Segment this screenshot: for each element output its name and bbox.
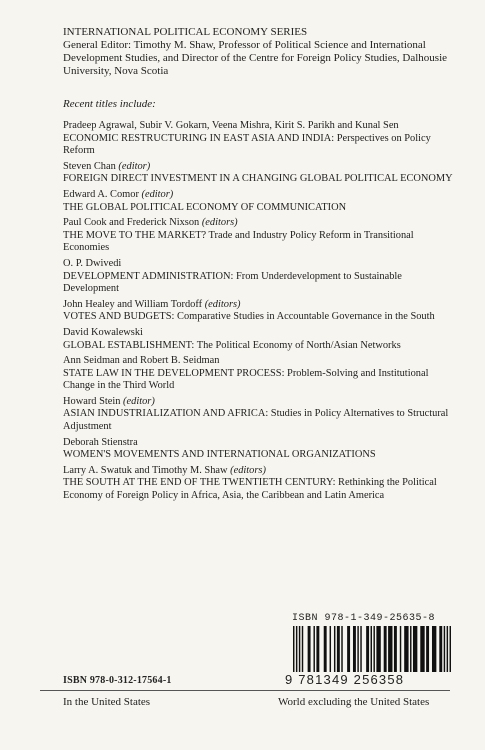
list-item xyxy=(63,299,458,324)
barcode-bar xyxy=(394,626,397,674)
entry-title: THE MOVE TO THE MARKET? Trade and Industry Policy Reform in Transitional Economies xyxy=(63,229,414,254)
titles-list xyxy=(63,120,458,506)
barcode-bar xyxy=(341,626,342,674)
barcode-bar xyxy=(360,626,361,674)
barcode-bar xyxy=(302,626,303,674)
entry-title: THE GLOBAL POLITICAL ECONOMY OF COMMUNICATION xyxy=(63,201,347,213)
entry-authors: John Healey and William Tordoff (editors) xyxy=(63,298,241,310)
barcode-bar xyxy=(299,626,300,674)
barcode-bar xyxy=(357,626,358,674)
barcode-bar xyxy=(313,626,314,674)
entry-title: ASIAN INDUSTRIALIZATION AND AFRICA: Studies in Policy Alternatives to Structural Adjustment xyxy=(63,408,449,433)
barcode-bar xyxy=(293,626,294,674)
footer-us: In the United States xyxy=(63,696,151,708)
footer-world: World excluding the United States xyxy=(278,696,430,708)
barcode-bar xyxy=(410,626,411,674)
entry-authors: David Kowalewski xyxy=(63,326,143,338)
isbn-us: ISBN 978-0-312-17564-1 xyxy=(63,675,172,686)
list-item xyxy=(63,120,458,158)
entry-title: FOREIGN DIRECT INVESTMENT IN A CHANGING GLOBAL POLITICAL ECONOMY xyxy=(63,173,453,185)
barcode-bar xyxy=(296,626,297,674)
barcode-bar xyxy=(308,626,311,674)
entry-title: WOMEN'S MOVEMENTS AND INTERNATIONAL ORGANIZATIONS xyxy=(63,449,376,461)
barcode-bar xyxy=(316,626,319,674)
barcode-bar xyxy=(432,626,436,674)
entry-title: ECONOMIC RESTRUCTURING IN EAST ASIA AND INDIA: Perspectives on Policy Reform xyxy=(63,132,431,157)
series-header xyxy=(63,26,453,78)
entry-authors: Ann Seidman and Robert B. Seidman xyxy=(63,355,220,367)
barcode-bar xyxy=(373,626,374,674)
entry-authors: Deborah Stienstra xyxy=(63,436,138,448)
barcode-bar xyxy=(400,626,401,674)
list-item xyxy=(63,355,458,393)
barcode xyxy=(285,612,455,690)
barcode-bar xyxy=(347,626,350,674)
entry-authors: Howard Stein (editor) xyxy=(63,395,155,407)
general-editor-text: General Editor: Timothy M. Shaw, Professor of Political Science and International Development Studies, and Director of the Centre for Foreign Policy Studies, Dalhousie University, Nova Scotia xyxy=(63,39,448,77)
barcode-bars xyxy=(293,626,451,674)
list-item xyxy=(63,217,458,255)
entry-authors: Larry A. Swatuk and Timothy M. Shaw (editors) xyxy=(63,464,266,476)
footer-divider xyxy=(40,690,450,691)
barcode-bar xyxy=(330,626,331,674)
series-title: INTERNATIONAL POLITICAL ECONOMY SERIES xyxy=(63,26,308,38)
barcode-number: 9 781349 256358 xyxy=(285,672,455,687)
entry-authors: O. P. Dwivedi xyxy=(63,257,122,269)
entry-authors: Edward A. Comor (editor) xyxy=(63,188,174,200)
barcode-bar xyxy=(371,626,372,674)
barcode-bar xyxy=(334,626,335,674)
barcode-bar xyxy=(444,626,445,674)
barcode-bar xyxy=(447,626,448,674)
entry-title: GLOBAL ESTABLISHMENT: The Political Economy of North/Asian Networks xyxy=(63,339,401,351)
list-item xyxy=(63,396,458,434)
barcode-bar xyxy=(384,626,387,674)
barcode-bar xyxy=(388,626,392,674)
barcode-bar xyxy=(404,626,408,674)
entry-authors: Pradeep Agrawal, Subir V. Gokarn, Veena Mishra, Kirit S. Parikh and Kunal Sen xyxy=(63,120,399,131)
barcode-bar xyxy=(324,626,327,674)
barcode-bar xyxy=(420,626,424,674)
barcode-bar xyxy=(337,626,340,674)
barcode-bar xyxy=(426,626,429,674)
entry-title: STATE LAW IN THE DEVELOPMENT PROCESS: Problem-Solving and Institutional Change in the Third World xyxy=(63,367,429,392)
list-item xyxy=(63,161,458,186)
list-item xyxy=(63,189,458,214)
list-item xyxy=(63,258,458,296)
barcode-bar xyxy=(450,626,451,674)
barcode-bar xyxy=(439,626,442,674)
list-item xyxy=(63,465,458,503)
barcode-isbn: ISBN 978-1-349-25635-8 xyxy=(292,613,436,624)
barcode-bar xyxy=(353,626,356,674)
list-item xyxy=(63,327,458,352)
entry-title: DEVELOPMENT ADMINISTRATION: From Underdevelopment to Sustainable Development xyxy=(63,270,402,295)
list-item xyxy=(63,437,458,462)
entry-authors: Steven Chan (editor) xyxy=(63,160,151,172)
entry-title: VOTES AND BUDGETS: Comparative Studies in Accountable Governance in the South xyxy=(63,311,435,323)
barcode-bar xyxy=(413,626,417,674)
barcode-bar xyxy=(366,626,369,674)
recent-titles-label: Recent titles include: xyxy=(63,98,156,110)
barcode-bar xyxy=(376,626,380,674)
entry-authors: Paul Cook and Frederick Nixson (editors) xyxy=(63,217,238,229)
entry-title: THE SOUTH AT THE END OF THE TWENTIETH CENTURY: Rethinking the Political Economy of Foreign Policy in Africa, Asia, the Caribbean and Latin America xyxy=(63,477,437,502)
